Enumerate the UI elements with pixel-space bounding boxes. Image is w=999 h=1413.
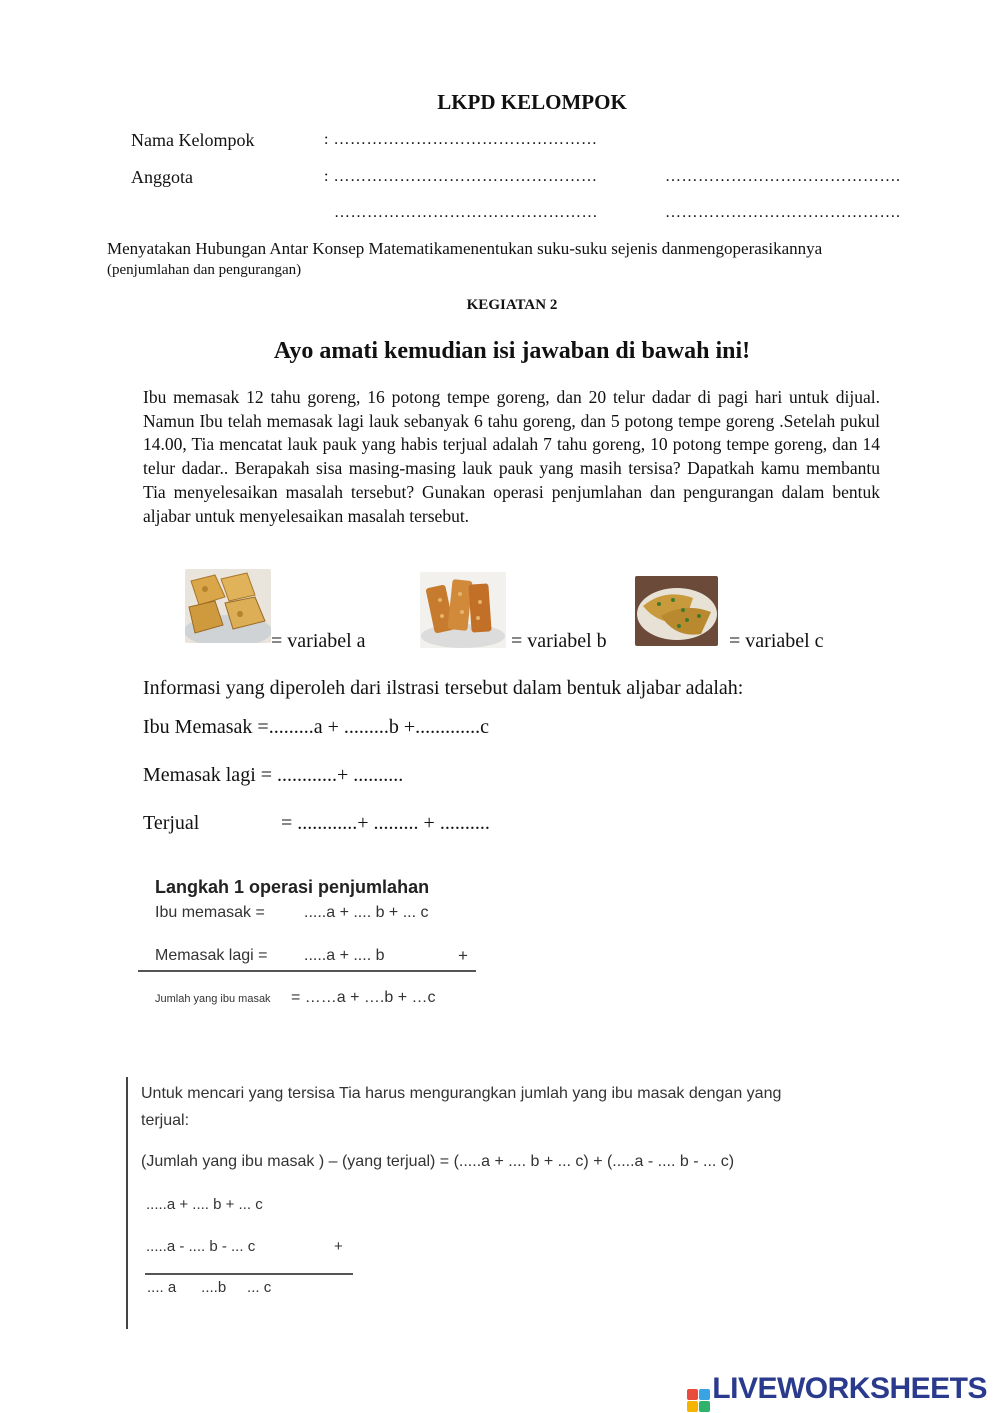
step1-row2-label: Memasak lagi =	[155, 947, 268, 964]
memasak-lagi-expression[interactable]: Memasak lagi = ............+ ..........	[143, 764, 404, 786]
member-field-2[interactable]: …………………………………….	[665, 168, 901, 185]
page-title: LKPD KELOMPOK	[437, 90, 627, 114]
group-name-field[interactable]: : …………………………………………	[324, 131, 598, 148]
step1-title: Langkah 1 operasi penjumlahan	[155, 877, 430, 897]
step1-row2-value[interactable]: .....a + .... b	[304, 947, 385, 964]
step2-left-border	[126, 1077, 128, 1329]
omelette-image	[635, 576, 718, 646]
step2-intro-line2: terjual:	[141, 1112, 190, 1129]
variable-a-label: = variabel a	[271, 630, 366, 652]
terjual-expression[interactable]: = ............+ ......... + ..........	[281, 812, 490, 834]
member-field-1[interactable]: : …………………………………………	[324, 168, 598, 185]
step2-sum-line	[145, 1273, 353, 1275]
step2-formula[interactable]: (Jumlah yang ibu masak ) – (yang terjual) = (.....a + .... b + ... c) + (.....a - .... b - ... c)	[141, 1153, 735, 1170]
competency-statement-sub: (penjumlahan dan pengurangan)	[107, 262, 302, 278]
step2-plus-sign: +	[334, 1238, 343, 1255]
activity-label: KEGIATAN 2	[466, 297, 558, 313]
fried-tofu-image	[185, 569, 271, 643]
terjual-label: Terjual	[143, 812, 200, 834]
step1-plus-sign: +	[458, 946, 468, 965]
members-label: Anggota	[131, 167, 193, 187]
member-field-4[interactable]: …………………………………….	[665, 204, 901, 221]
group-name-label: Nama Kelompok	[131, 130, 255, 150]
fried-tempeh-image	[420, 572, 506, 648]
step1-row1-value[interactable]: .....a + .... b + ... c	[304, 904, 429, 921]
step1-total-value[interactable]: = ……a + ….b + …c	[291, 989, 436, 1006]
step1-sum-line	[138, 970, 476, 972]
liveworksheets-logo-text: LIVEWORKSHEETS	[712, 1372, 987, 1405]
step2-line2[interactable]: .....a - .... b - ... c	[146, 1238, 256, 1255]
activity-heading: Ayo amati kemudian isi jawaban di bawah ini!	[273, 338, 751, 364]
step2-intro-line1: Untuk mencari yang tersisa Tia harus mengurangkan jumlah yang ibu masak dengan yang	[141, 1085, 782, 1102]
info-intro: Informasi yang diperoleh dari ilstrasi tersebut dalam bentuk aljabar adalah:	[143, 677, 744, 699]
competency-statement: Menyatakan Hubungan Antar Konsep Matematikamenentukan suku-suku sejenis danmengoperasikannya	[107, 239, 823, 258]
step1-total-label: Jumlah yang ibu masak	[155, 993, 271, 1005]
variable-b-label: = variabel b	[511, 630, 607, 652]
story-paragraph: Ibu memasak 12 tahu goreng, 16 potong tempe goreng, dan 20 telur dadar di pagi hari untuk dijual. Namun Ibu telah memasak lagi lauk sebanyak 6 tahu goreng, dan 5 potong tempe goreng .Setelah pukul 14.00, Tia mencatat lauk pauk yang habis terjual adalah 7 tahu goreng, 10 potong tempe goreng, dan 14 telur dadar.. Berapakah sisa masing-masing lauk pauk yang masih tersisa? Dapatkah kamu membantu Tia menyelesaikan masalah tersebut? Gunakan operasi penjumlahan dan pengurangan dalam bentuk aljabar untuk menyelesaikan masalah tersebut.	[143, 387, 880, 526]
liveworksheets-logo-icon	[687, 1389, 710, 1412]
step2-result[interactable]: .... a ....b ... c	[147, 1279, 272, 1296]
variable-c-label: = variabel c	[729, 630, 824, 652]
step1-row1-label: Ibu memasak =	[155, 904, 265, 921]
member-field-3[interactable]: …………………………………………	[334, 204, 598, 221]
step2-line1[interactable]: .....a + .... b + ... c	[146, 1196, 263, 1213]
ibu-memasak-expression[interactable]: Ibu Memasak =.........a + .........b +.............c	[143, 716, 490, 738]
liveworksheets-logo	[687, 1372, 987, 1412]
